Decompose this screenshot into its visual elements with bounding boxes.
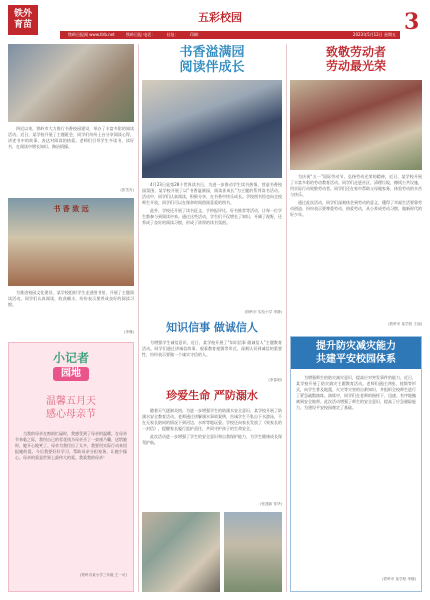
kids-subtitle-1: 温馨五月天 <box>46 396 96 407</box>
kids-corner-title <box>9 351 133 381</box>
col1-article-1 <box>8 126 134 188</box>
kids-corner-panel <box>8 342 134 592</box>
safety-box-body <box>296 375 416 575</box>
photo-street <box>224 512 282 592</box>
col2-headline-1 <box>142 46 282 76</box>
photo-safety <box>142 512 220 592</box>
site-item-1: 社址： <box>166 32 179 37</box>
col3-article-1 <box>290 174 422 320</box>
masthead-logo: 铁外 育苗 <box>8 5 38 35</box>
col2-credit-1: (铁岭市 实验小学 李静) <box>244 310 282 314</box>
col2-paragraph-3: 为增强学生诚信意识，近日，某学校开展了“知识信事 做诚信人”主题教育活动。同学们通过讲诚信故事、观看教育视频等形式，深刻认识到诚信的重要性，纷纷表示要做一个诚实守信的人。 <box>142 340 282 357</box>
sign-caption: 书 香 致 远 <box>53 204 89 213</box>
safety-box-paragraph: 为增强师生的防灾减灾意识，提高应对突发事件的能力，近日，某学校开展了防灾减灾主题教育活动。老师们通过讲座、视频等形式，向学生普及地震、火灾等灾害的自救知识，并组织全校师生进行了紧急疏散演练。演练中，同学们在老师的指挥下，迅速、有序地撤离到安全地带。此次活动增强了师生的安全意识，提高了应急避险能力，为建设平安校园奠定了基础。 <box>296 375 416 410</box>
page-number: 3 <box>404 9 420 35</box>
kids-title-line-1: 小记者 <box>52 351 89 365</box>
col3-paragraph-2: 通过此次活动，同学们深刻体会到劳动的意义，懂得了幸福生活要靠劳动创造，纷纷表示要尊重劳动、热爱劳动，从小养成劳动习惯，做新时代的好少年。 <box>290 200 422 217</box>
photo-classroom <box>8 44 134 122</box>
col3-paragraph-1: 为庆祝“五一”国际劳动节，弘扬劳动光荣的精神，近日，某学校开展了丰富多彩的劳动教育活动。同学们走进社区，清理垃圾，擦拭公共设施，用实际行动致敬劳动者。同学们还在家中帮助父母做家务，体验劳动的辛苦与快乐。 <box>290 174 422 197</box>
col3-headline-line-1: 致敬劳动者 <box>325 45 386 59</box>
col1-paragraph-2: 为推进校园文化建设，某学校组织学生走进图书馆，开展了主题阅读活动。同学们认真阅读，收获颇丰，纷纷表示要养成良好的阅读习惯。 <box>8 290 134 307</box>
kids-article-title <box>9 395 133 421</box>
col2-headline-line-1: 书香溢满园 <box>179 45 245 60</box>
col3-headline-line-2: 劳动最光荣 <box>325 58 386 73</box>
photo-labor <box>290 80 422 170</box>
col2-credit-4: (张建新 常华) <box>260 502 282 506</box>
col2-headline-line-2: 阅读伴成长 <box>179 59 245 75</box>
photo-sign <box>8 198 134 286</box>
photo-reading <box>142 80 282 178</box>
kids-title-line-2: 园地 <box>53 367 89 381</box>
col2-paragraph-1: 4月23日是第28个世界读书日，为进一步推动学生读书热情，营造书香校园氛围，某学校开展了以“书香溢满园，阅读伴成长”为主题的系列读书活动。活动中，同学们认真阅读，积极分享，在书香中快乐成长。学校图书馆也向全校师生开放，同学们可以在课余时间借阅喜爱的图书。 <box>142 182 282 205</box>
kids-article-body <box>15 431 127 571</box>
site-item-0: 铁岭日报 电话： <box>125 32 156 37</box>
kids-credit: (铁岭市某小学三年级 王一可) <box>79 573 127 577</box>
col2-article-3 <box>142 408 282 502</box>
col1-article-2 <box>8 290 134 330</box>
section-title: 五彩校园 <box>198 11 242 24</box>
col2-paragraph-2: 此外，学校还开展了读书征文、手抄报评比、好书推荐等活动，让每一位学生都参与到阅读中来。通过这些活动，学生们不仅增长了知识，开阔了视野，还养成了良好的阅读习惯，形成了浓厚的读书氛围。 <box>142 208 282 225</box>
site-item-2: 印刷： <box>189 32 202 37</box>
safety-box <box>290 336 422 592</box>
kids-paragraph: 当我的母亲在窗前忙碌时，我感受到了母亲的温暖。在母亲节来临之际，我用自己的零花钱为母亲买了一束康乃馨，送给她时，她开心地笑了。母亲为我付出了太多，我要用实际行动来回报她的爱。今后我要好好学习，帮助母亲分担家务，让她少操心。母亲的爱是世界上最伟大的爱。我爱我的母亲！ <box>15 431 127 460</box>
safety-box-credit: (铁岭市 某学校 李娜) <box>382 577 416 581</box>
col1-credit-2: (李瑾) <box>124 330 134 334</box>
website-label: 铁岭日报网 www.tlrb.net <box>68 32 115 37</box>
col3-credit-1: (铁岭市 某学校 王丽) <box>388 322 422 326</box>
safety-box-title-line-1: 提升防灾减灾能力 <box>316 341 396 352</box>
col2-article-2 <box>142 340 282 376</box>
col2-headline-4: 珍爱生命 严防溺水 <box>166 389 258 402</box>
col1-paragraph-1: 四近以来，铁岭市大力推行书香校园建设，举办了丰富多彩的阅读活动。近日，某学校开展了主题班会，同学们纷纷上台分享阅读心得，讲述书中的故事，表达对阅读的热爱。老师们引导学生多读书、读好书，在阅读中增长知识、陶冶情操。 <box>8 126 134 149</box>
col2-article-1 <box>142 182 282 308</box>
col2-headline-3: 知识信事 做诚信人 <box>166 321 258 334</box>
kids-subtitle-2: 感心母亲节 <box>46 409 96 420</box>
column-divider-2 <box>286 44 287 592</box>
col2-credit-3: (李春明) <box>268 378 282 382</box>
issue-date: 2023年5月12日 星期五 <box>352 32 396 37</box>
col2-paragraph-5: 此次活动进一步增强了学生的安全意识和自我保护能力，为学生健康成长保驾护航。 <box>142 434 282 445</box>
safety-box-title <box>291 337 421 369</box>
col1-credit-1: (张雪舟) <box>120 188 134 192</box>
col2-paragraph-4: 随着天气逐渐炎热，为进一步增强学生的防溺水安全意识，某学校开展了防溺水安全教育活动。老师通过讲解溺水事故案例，告诫学生不私自下水游泳，不在无家长陪同的情况下到河边、水库等地玩耍。学校还向家长发放了《致家长的一封信》，提醒家长履行监护责任，共同守护孩子的生命安全。 <box>142 408 282 431</box>
column-divider-1 <box>138 44 139 592</box>
col3-headline-1 <box>290 46 422 74</box>
masthead-strip <box>60 31 400 39</box>
safety-box-title-line-2: 共建平安校园体系 <box>316 354 396 365</box>
